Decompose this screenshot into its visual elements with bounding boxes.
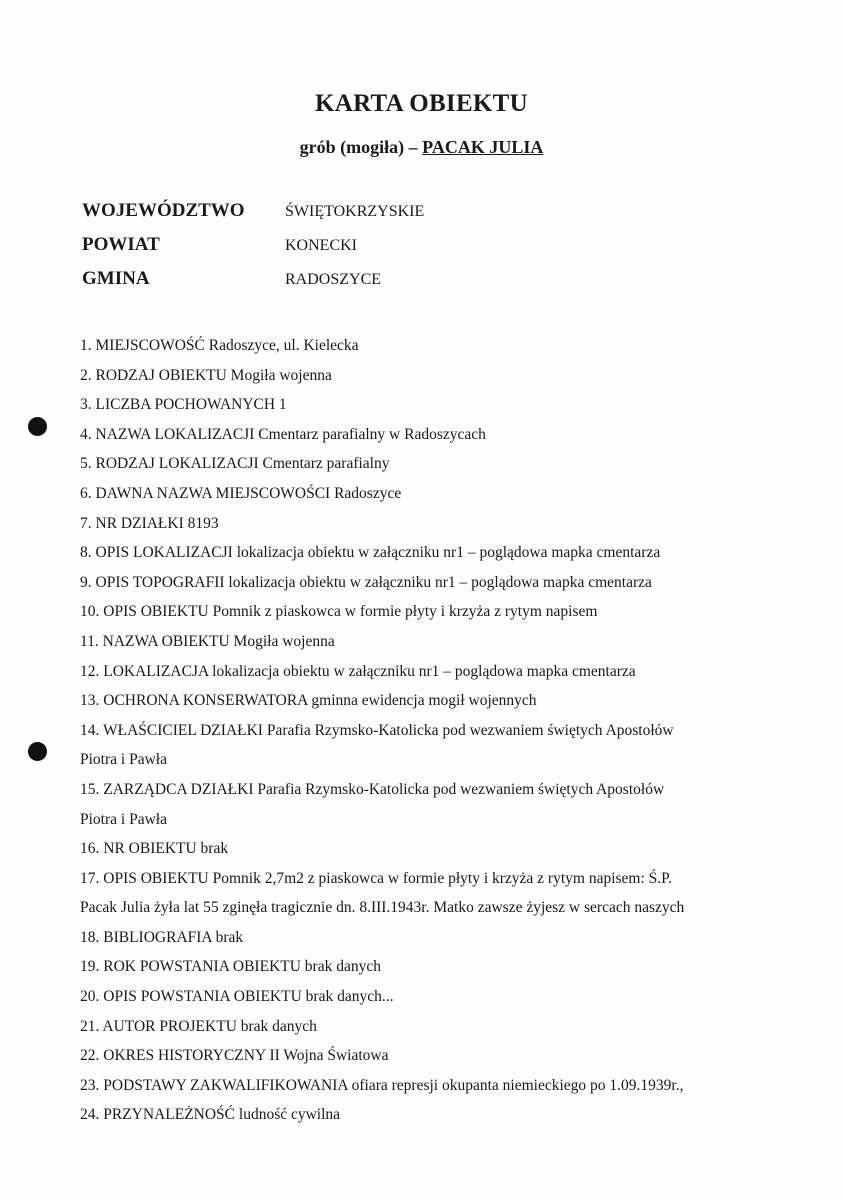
punch-hole-icon bbox=[28, 417, 47, 436]
item-list bbox=[80, 331, 780, 1130]
list-item-continuation: Piotra i Pawła bbox=[80, 810, 167, 828]
admin-row-gmina bbox=[82, 268, 782, 294]
subtitle-name: PACAK JULIA bbox=[422, 137, 544, 157]
list-item: 8. OPIS LOKALIZACJI lokalizacja obiektu w załączniku nr1 – poglądowa mapka cmentarza bbox=[80, 544, 661, 562]
list-item-continuation: Piotra i Pawła bbox=[80, 751, 167, 769]
list-item: 10. OPIS OBIEKTU Pomnik z piaskowca w formie płyty i krzyża z rytym napisem bbox=[80, 603, 598, 621]
admin-label: POWIAT bbox=[82, 234, 160, 255]
admin-label: WOJEWÓDZTWO bbox=[82, 200, 245, 221]
list-item: 15. ZARZĄDCA DZIAŁKI Parafia Rzymsko-Katolicka pod wezwaniem świętych Apostołów bbox=[80, 780, 665, 798]
list-item: 13. OCHRONA KONSERWATORA gminna ewidencja mogił wojennych bbox=[80, 692, 537, 710]
list-item: 7. NR DZIAŁKI 8193 bbox=[80, 514, 219, 532]
admin-row-powiat bbox=[82, 234, 782, 260]
list-item: 11. NAZWA OBIEKTU Mogiła wojenna bbox=[80, 632, 335, 650]
document-subtitle bbox=[0, 137, 843, 158]
list-item: 24. PRZYNALEŻNOŚĆ ludność cywilna bbox=[80, 1106, 341, 1124]
admin-value: RADOSZYCE bbox=[285, 271, 382, 288]
admin-value: KONECKI bbox=[285, 237, 357, 254]
list-item: 22. OKRES HISTORYCZNY II Wojna Światowa bbox=[80, 1047, 389, 1065]
list-item: 17. OPIS OBIEKTU Pomnik 2,7m2 z piaskowca w formie płyty i krzyża z rytym napisem: Ś.P. bbox=[80, 869, 672, 887]
admin-value: ŚWIĘTOKRZYSKIE bbox=[285, 203, 425, 220]
subtitle-prefix: grób (mogiła) – bbox=[299, 137, 423, 157]
list-item: 18. BIBLIOGRAFIA brak bbox=[80, 928, 244, 946]
admin-label: GMINA bbox=[82, 268, 150, 289]
list-item: 23. PODSTAWY ZAKWALIFIKOWANIA ofiara represji okupanta niemieckiego po 1.09.1939r., bbox=[80, 1076, 684, 1094]
admin-row-wojewodztwo bbox=[82, 200, 782, 226]
list-item: 14. WŁAŚCICIEL DZIAŁKI Parafia Rzymsko-Katolicka pod wezwaniem świętych Apostołów bbox=[80, 721, 674, 739]
list-item: 16. NR OBIEKTU brak bbox=[80, 840, 229, 858]
document-title: KARTA OBIEKTU bbox=[314, 90, 529, 117]
list-item: 1. MIEJSCOWOŚĆ Radoszyce, ul. Kielecka bbox=[80, 337, 359, 354]
list-item: 6. DAWNA NAZWA MIEJSCOWOŚCI Radoszyce bbox=[80, 484, 402, 502]
list-item: 3. LICZBA POCHOWANYCH 1 bbox=[80, 396, 287, 414]
list-item: 2. RODZAJ OBIEKTU Mogiła wojenna bbox=[80, 366, 332, 384]
list-item: 4. NAZWA LOKALIZACJI Cmentarz parafialny w Radoszycach bbox=[80, 425, 486, 443]
list-item: 19. ROK POWSTANIA OBIEKTU brak danych bbox=[80, 958, 381, 976]
list-item: 12. LOKALIZACJA lokalizacja obiektu w załączniku nr1 – poglądowa mapka cmentarza bbox=[80, 662, 636, 680]
list-item: 20. OPIS POWSTANIA OBIEKTU brak danych... bbox=[80, 988, 394, 1006]
list-item: 9. OPIS TOPOGRAFII lokalizacja obiektu w załączniku nr1 – poglądowa mapka cmentarza bbox=[80, 573, 652, 591]
list-item-continuation: Pacak Julia żyła lat 55 zginęła tragicznie dn. 8.III.1943r. Matko zawsze żyjesz w sercach naszych bbox=[80, 899, 685, 917]
list-item: 5. RODZAJ LOKALIZACJI Cmentarz parafialny bbox=[80, 455, 390, 473]
list-item: 21. AUTOR PROJEKTU brak danych bbox=[80, 1017, 317, 1035]
punch-hole-icon bbox=[28, 742, 47, 761]
